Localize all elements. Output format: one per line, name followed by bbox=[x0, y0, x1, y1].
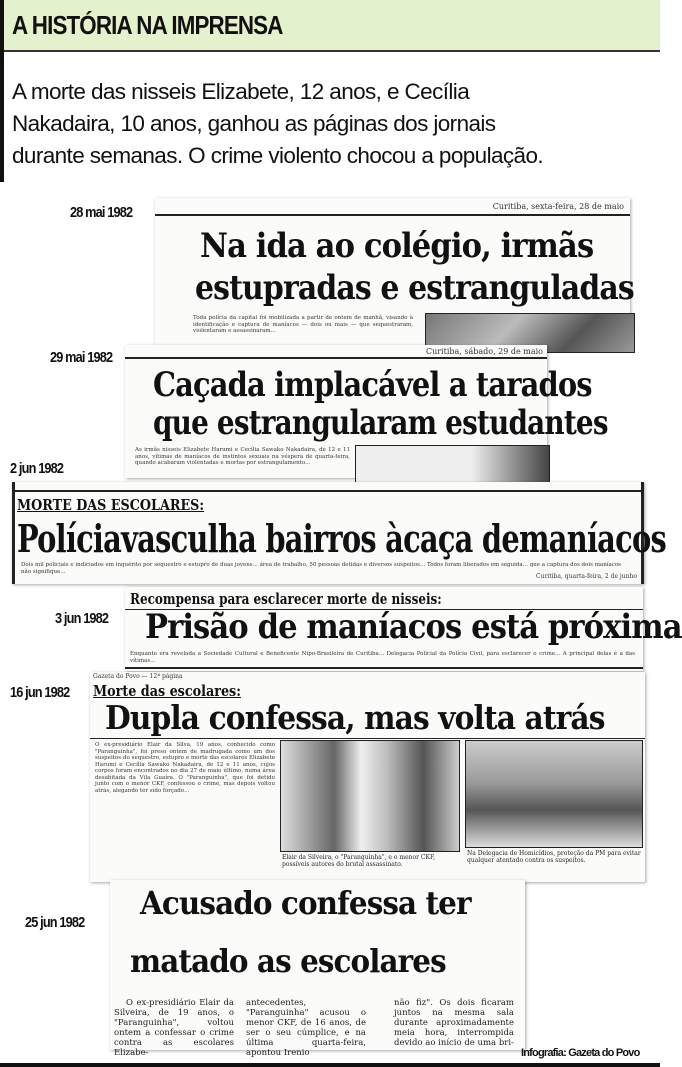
headline: Prisão de maníacos está próxima bbox=[145, 607, 682, 647]
kicker: Recompensa para esclarecer morte de nisseis: bbox=[130, 590, 442, 608]
clipping-25-jun bbox=[110, 880, 525, 1058]
article-body: Toda polícia da capital foi mobilizada a partir de ontem de manhã, visando à identificação e captura de maníacos — dois ou mais — que sequestraram, violentaram e assassinaram... bbox=[193, 315, 413, 334]
clipping-29-mai bbox=[125, 345, 608, 478]
clipping-16-jun bbox=[90, 672, 645, 882]
kicker: Morte das escolares: bbox=[93, 682, 241, 700]
article-body: Dois mil policiais e indiciados em inquérito por sequestro e estupro de duas jovens... área de trabalho, 50 pessoas detidas e diversos suspeitos... Todos foram liberados em seguida... que a captura dos dois maníacos não signifique... bbox=[21, 562, 621, 575]
headline: estupradas e estranguladas bbox=[195, 268, 634, 308]
clipping-date: 2 jun 1982 bbox=[10, 460, 64, 477]
headline: matado as escolares bbox=[130, 942, 446, 980]
clipping-date: 16 jun 1982 bbox=[10, 684, 70, 701]
photo-caption: Elair da Silveira, o "Paranguinha", e o menor CKF, possíveis autores do brutal assassinato. bbox=[282, 854, 436, 868]
headline: Na ida ao colégio, irmãs bbox=[200, 226, 594, 266]
article-photo bbox=[355, 445, 550, 485]
clipping-2-jun bbox=[12, 482, 666, 584]
dateline: Curitiba, sábado, 29 de maio bbox=[425, 347, 543, 356]
clipping-date: 3 jun 1982 bbox=[55, 610, 109, 627]
article-body: O ex-presidiário Elair da Silva, 19 anos, conhecido como "Paranguinha", foi preso ontem de madrugada como um dos suspeitos do sequestro, estupro e morte das escolares Elizabete Harumi e Cecília Sawako Nakadaira, de 12 e 11 anos, cujos corpos foram encontrados no dia 27 de maio último, numa área desabitada da Vila Guaíra. O "Paranguinha", que foi detido junto com o menor CKF, confessou o crime, mas depois voltou atrás, alegando ter sido forçado... bbox=[95, 742, 275, 794]
article-column: não fiz". Os dois ficaram juntos na mesma sala durante aproximadamente meia hora, interrompida devido ao início de uma bri- bbox=[394, 998, 514, 1048]
headline: Dupla confessa, mas volta atrás bbox=[105, 698, 605, 737]
article-body: As irmãs nisseis Elizabete Harumi e Cecília Sawako Nakadaira, de 12 e 11 anos, vítimas de maníacos de instintos sexuais na véspera de quarta-feira, quando acabaram violentadas e mortas por estrangulamento... bbox=[135, 447, 350, 466]
clipping-date: 28 mai 1982 bbox=[70, 204, 133, 221]
clipping-date: 29 mai 1982 bbox=[50, 349, 113, 366]
kicker: MORTE DAS ESCOLARES: bbox=[17, 496, 205, 514]
intro-line: A morte das nisseis Elizabete, 12 anos, e Cecília bbox=[12, 79, 470, 104]
headline: Acusado confessa ter bbox=[140, 884, 471, 922]
clipping-28-mai bbox=[155, 198, 634, 348]
credit: Infografia: Gazeta do Povo bbox=[521, 1047, 640, 1059]
dateline: Gazeta do Povo — 12ª página bbox=[93, 673, 183, 680]
clipping-date: 25 jun 1982 bbox=[25, 914, 85, 931]
photo-caption: Na Delegacia de Homicídios, proteção da PM para evitar qualquer atentado contra os suspeitos. bbox=[467, 850, 641, 864]
article-column: antecedentes, "Paranguinha" acusou o menor CKF, de 16 anos, de ser o seu cúmplice, e na última quarta-feira, apontou Irenio bbox=[246, 998, 366, 1058]
headline: Caçada implacável a tarados bbox=[153, 365, 592, 405]
clipping-3-jun bbox=[125, 587, 682, 671]
article-column: O ex-presidiário Elair da Silveira, de 19 anos, o "Paranguinha", voltou ontem a confessar o crime contra as escolares Elizabe- bbox=[114, 998, 234, 1058]
headline: Políciavasculha bairros àcaça demaníacos bbox=[17, 516, 666, 561]
dateline: Curitiba, quarta-feira, 2 de junho bbox=[535, 573, 637, 580]
bottom-bar bbox=[0, 1063, 660, 1067]
article-body: Enquanto era revelada a Sociedade Cultural e Beneficente Nipo-Brasileira de Curitiba... Delegacia Policial da Polícia Civil, para esclarecer o crime... A principal delas é a das vítimas... bbox=[130, 651, 635, 664]
intro-line: durante semanas. O crime violento chocou a população. bbox=[12, 143, 544, 168]
section-header bbox=[0, 0, 660, 52]
article-photo-police bbox=[465, 740, 643, 848]
page-title: A HISTÓRIA NA IMPRENSA bbox=[12, 10, 283, 40]
dateline: Curitiba, sexta-feira, 28 de maio bbox=[492, 202, 624, 211]
intro-line: Nakadaira, 10 anos, ganhou as páginas dos jornais bbox=[12, 111, 496, 136]
headline: que estrangularam estudantes bbox=[153, 403, 608, 443]
article-photo-suspects bbox=[280, 740, 460, 852]
intro-text bbox=[12, 76, 672, 172]
left-accent-bar bbox=[0, 0, 4, 182]
